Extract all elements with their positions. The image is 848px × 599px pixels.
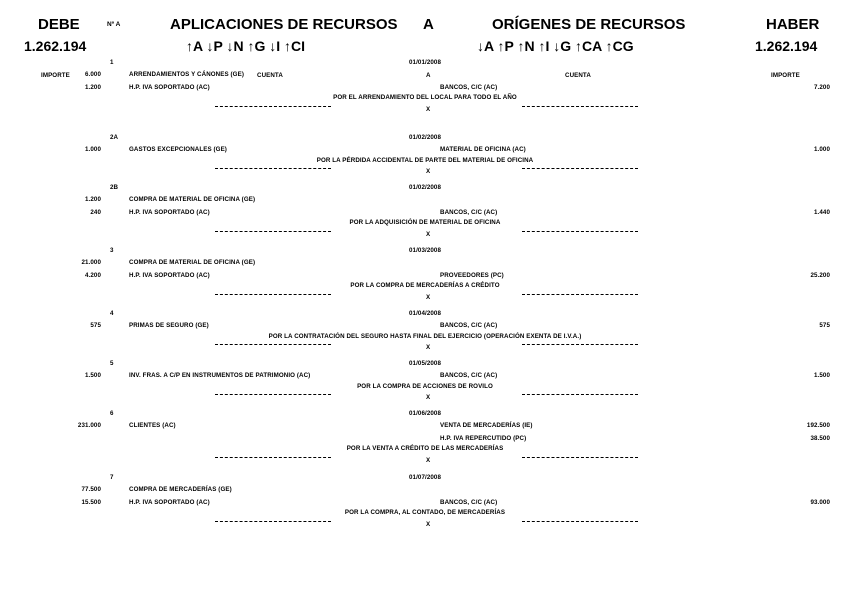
debit-account: H.P. IVA SOPORTADO (AC) bbox=[129, 271, 210, 279]
credit-account: BANCOS, C/C (AC) bbox=[440, 83, 498, 91]
debit-account: COMPRA DE MATERIAL DE OFICINA (GE) bbox=[129, 196, 256, 204]
credit-amount: 7.200 bbox=[814, 83, 830, 91]
origenes-formula: ↓A ↑P ↑N ↑I ↓G ↑CA ↑CG bbox=[477, 38, 634, 54]
entry-number: 2B bbox=[110, 184, 119, 191]
credit-amount: 1.500 bbox=[814, 372, 830, 380]
credit-amount: 38.500 bbox=[810, 434, 830, 442]
credit-account: H.P. IVA REPERCUTIDO (PC) bbox=[440, 434, 527, 442]
haber-heading: HABER bbox=[766, 16, 820, 33]
separator-line-left bbox=[215, 344, 331, 345]
debit-amount: 77.500 bbox=[81, 486, 101, 494]
entry-number: 7 bbox=[110, 474, 114, 481]
debit-account: GASTOS EXCEPCIONALES (GE) bbox=[129, 146, 227, 154]
entry-number-heading: Nº A bbox=[107, 21, 121, 28]
separator-x: X bbox=[426, 394, 431, 402]
aplicaciones-formula: ↑A ↓P ↓N ↑G ↓I ↑CI bbox=[186, 38, 306, 54]
credit-account: VENTA DE MERCADERÍAS (IE) bbox=[440, 422, 533, 430]
debe-total: 1.262.194 bbox=[24, 38, 87, 54]
credit-amount: 93.000 bbox=[810, 498, 830, 506]
entry-concept: POR LA ADQUISICIÓN DE MATERIAL DE OFICINA bbox=[349, 219, 501, 227]
entry-date: 01/04/2008 bbox=[409, 310, 441, 317]
debe-heading: DEBE bbox=[38, 16, 80, 33]
debit-amount: 15.500 bbox=[81, 498, 101, 506]
debit-amount: 4.200 bbox=[85, 271, 101, 279]
debit-amount: 240 bbox=[90, 208, 101, 216]
entry-number: 6 bbox=[110, 410, 114, 417]
credit-account: MATERIAL DE OFICINA (AC) bbox=[440, 146, 526, 154]
credit-account: PROVEEDORES (PC) bbox=[440, 271, 504, 279]
separator-line-right bbox=[522, 344, 638, 345]
col-a: A bbox=[426, 72, 431, 79]
entry-date: 01/02/2008 bbox=[409, 184, 441, 191]
separator-line-left bbox=[215, 231, 331, 232]
debit-amount: 21.000 bbox=[81, 259, 101, 267]
credit-account: BANCOS, C/C (AC) bbox=[440, 498, 498, 506]
debit-amount: 575 bbox=[90, 322, 101, 330]
entry-concept: POR EL ARRENDAMIENTO DEL LOCAL PARA TODO EL AÑO bbox=[333, 94, 517, 102]
col-importe-left: IMPORTE bbox=[41, 72, 70, 79]
separator-line-left bbox=[215, 168, 331, 169]
entry-number: 1 bbox=[110, 59, 114, 66]
separator-line-right bbox=[522, 394, 638, 395]
separator-x: X bbox=[426, 105, 431, 113]
col-cuenta-right: CUENTA bbox=[565, 72, 591, 79]
entry-number: 4 bbox=[110, 310, 114, 317]
separator-line-right bbox=[522, 106, 638, 107]
entry-concept: POR LA CONTRATACIÓN DEL SEGURO HASTA FINAL DEL EJERCICIO (OPERACIÓN EXENTA DE I.V.A.) bbox=[268, 332, 582, 340]
separator-line-right bbox=[522, 521, 638, 522]
debit-amount: 1.200 bbox=[85, 196, 101, 204]
entry-concept: POR LA VENTA A CRÉDITO DE LAS MERCADERÍAS bbox=[346, 445, 504, 453]
debit-account: H.P. IVA SOPORTADO (AC) bbox=[129, 498, 210, 506]
debit-account: COMPRA DE MATERIAL DE OFICINA (GE) bbox=[129, 259, 256, 267]
separator-line-right bbox=[522, 457, 638, 458]
debit-account: CLIENTES (AC) bbox=[129, 422, 176, 430]
col-importe-right: IMPORTE bbox=[771, 72, 800, 79]
entry-date: 01/07/2008 bbox=[409, 474, 441, 481]
haber-total: 1.262.194 bbox=[755, 38, 818, 54]
entry-date: 01/03/2008 bbox=[409, 247, 441, 254]
debit-account: H.P. IVA SOPORTADO (AC) bbox=[129, 83, 210, 91]
origenes-heading: ORÍGENES DE RECURSOS bbox=[492, 16, 686, 33]
separator-line-left bbox=[215, 106, 331, 107]
entry-concept: POR LA COMPRA DE ACCIONES DE ROVILO bbox=[357, 382, 493, 390]
entry-concept: POR LA COMPRA, AL CONTADO, DE MERCADERÍAS bbox=[344, 509, 506, 517]
separator-x: X bbox=[426, 456, 431, 464]
debit-account: PRIMAS DE SEGURO (GE) bbox=[129, 322, 209, 330]
credit-amount: 192.500 bbox=[806, 422, 830, 430]
separator-line-right bbox=[522, 168, 638, 169]
credit-account: BANCOS, C/C (AC) bbox=[440, 372, 498, 380]
separator-x: X bbox=[426, 168, 431, 176]
entry-number: 5 bbox=[110, 360, 114, 367]
separator-x: X bbox=[426, 230, 431, 238]
debit-amount: 6.000 bbox=[85, 71, 101, 79]
separator-line-left bbox=[215, 457, 331, 458]
entry-number: 2A bbox=[110, 134, 119, 141]
entry-date: 01/05/2008 bbox=[409, 360, 441, 367]
credit-amount: 1.440 bbox=[814, 208, 830, 216]
debit-account: INV. FRAS. A C/P EN INSTRUMENTOS DE PATRIMONIO (AC) bbox=[129, 372, 311, 380]
entry-date: 01/06/2008 bbox=[409, 410, 441, 417]
credit-account: BANCOS, C/C (AC) bbox=[440, 208, 498, 216]
debit-account: COMPRA DE MERCADERÍAS (GE) bbox=[129, 486, 232, 494]
a-heading: A bbox=[423, 16, 434, 33]
debit-account: ARRENDAMIENTOS Y CÁNONES (GE) bbox=[129, 71, 244, 79]
credit-account: BANCOS, C/C (AC) bbox=[440, 322, 498, 330]
debit-account: H.P. IVA SOPORTADO (AC) bbox=[129, 208, 210, 216]
entry-concept: POR LA PÉRDIDA ACCIDENTAL DE PARTE DEL MATERIAL DE OFICINA bbox=[316, 156, 534, 164]
separator-x: X bbox=[426, 344, 431, 352]
entry-date: 01/02/2008 bbox=[409, 134, 441, 141]
separator-line-left bbox=[215, 294, 331, 295]
credit-amount: 575 bbox=[819, 322, 830, 330]
separator-x: X bbox=[426, 520, 431, 528]
debit-amount: 1.200 bbox=[85, 83, 101, 91]
separator-x: X bbox=[426, 293, 431, 301]
entry-date: 01/01/2008 bbox=[409, 59, 441, 66]
credit-amount: 25.200 bbox=[810, 271, 830, 279]
aplicaciones-heading: APLICACIONES DE RECURSOS bbox=[170, 16, 398, 33]
separator-line-left bbox=[215, 394, 331, 395]
debit-amount: 231.000 bbox=[77, 422, 101, 430]
separator-line-right bbox=[522, 294, 638, 295]
entry-concept: POR LA COMPRA DE MERCADERÍAS A CRÉDITO bbox=[350, 282, 500, 290]
debit-amount: 1.500 bbox=[85, 372, 101, 380]
credit-amount: 1.000 bbox=[814, 146, 830, 154]
entry-number: 3 bbox=[110, 247, 114, 254]
debit-amount: 1.000 bbox=[85, 146, 101, 154]
separator-line-right bbox=[522, 231, 638, 232]
separator-line-left bbox=[215, 521, 331, 522]
col-cuenta-left: CUENTA bbox=[257, 72, 283, 79]
